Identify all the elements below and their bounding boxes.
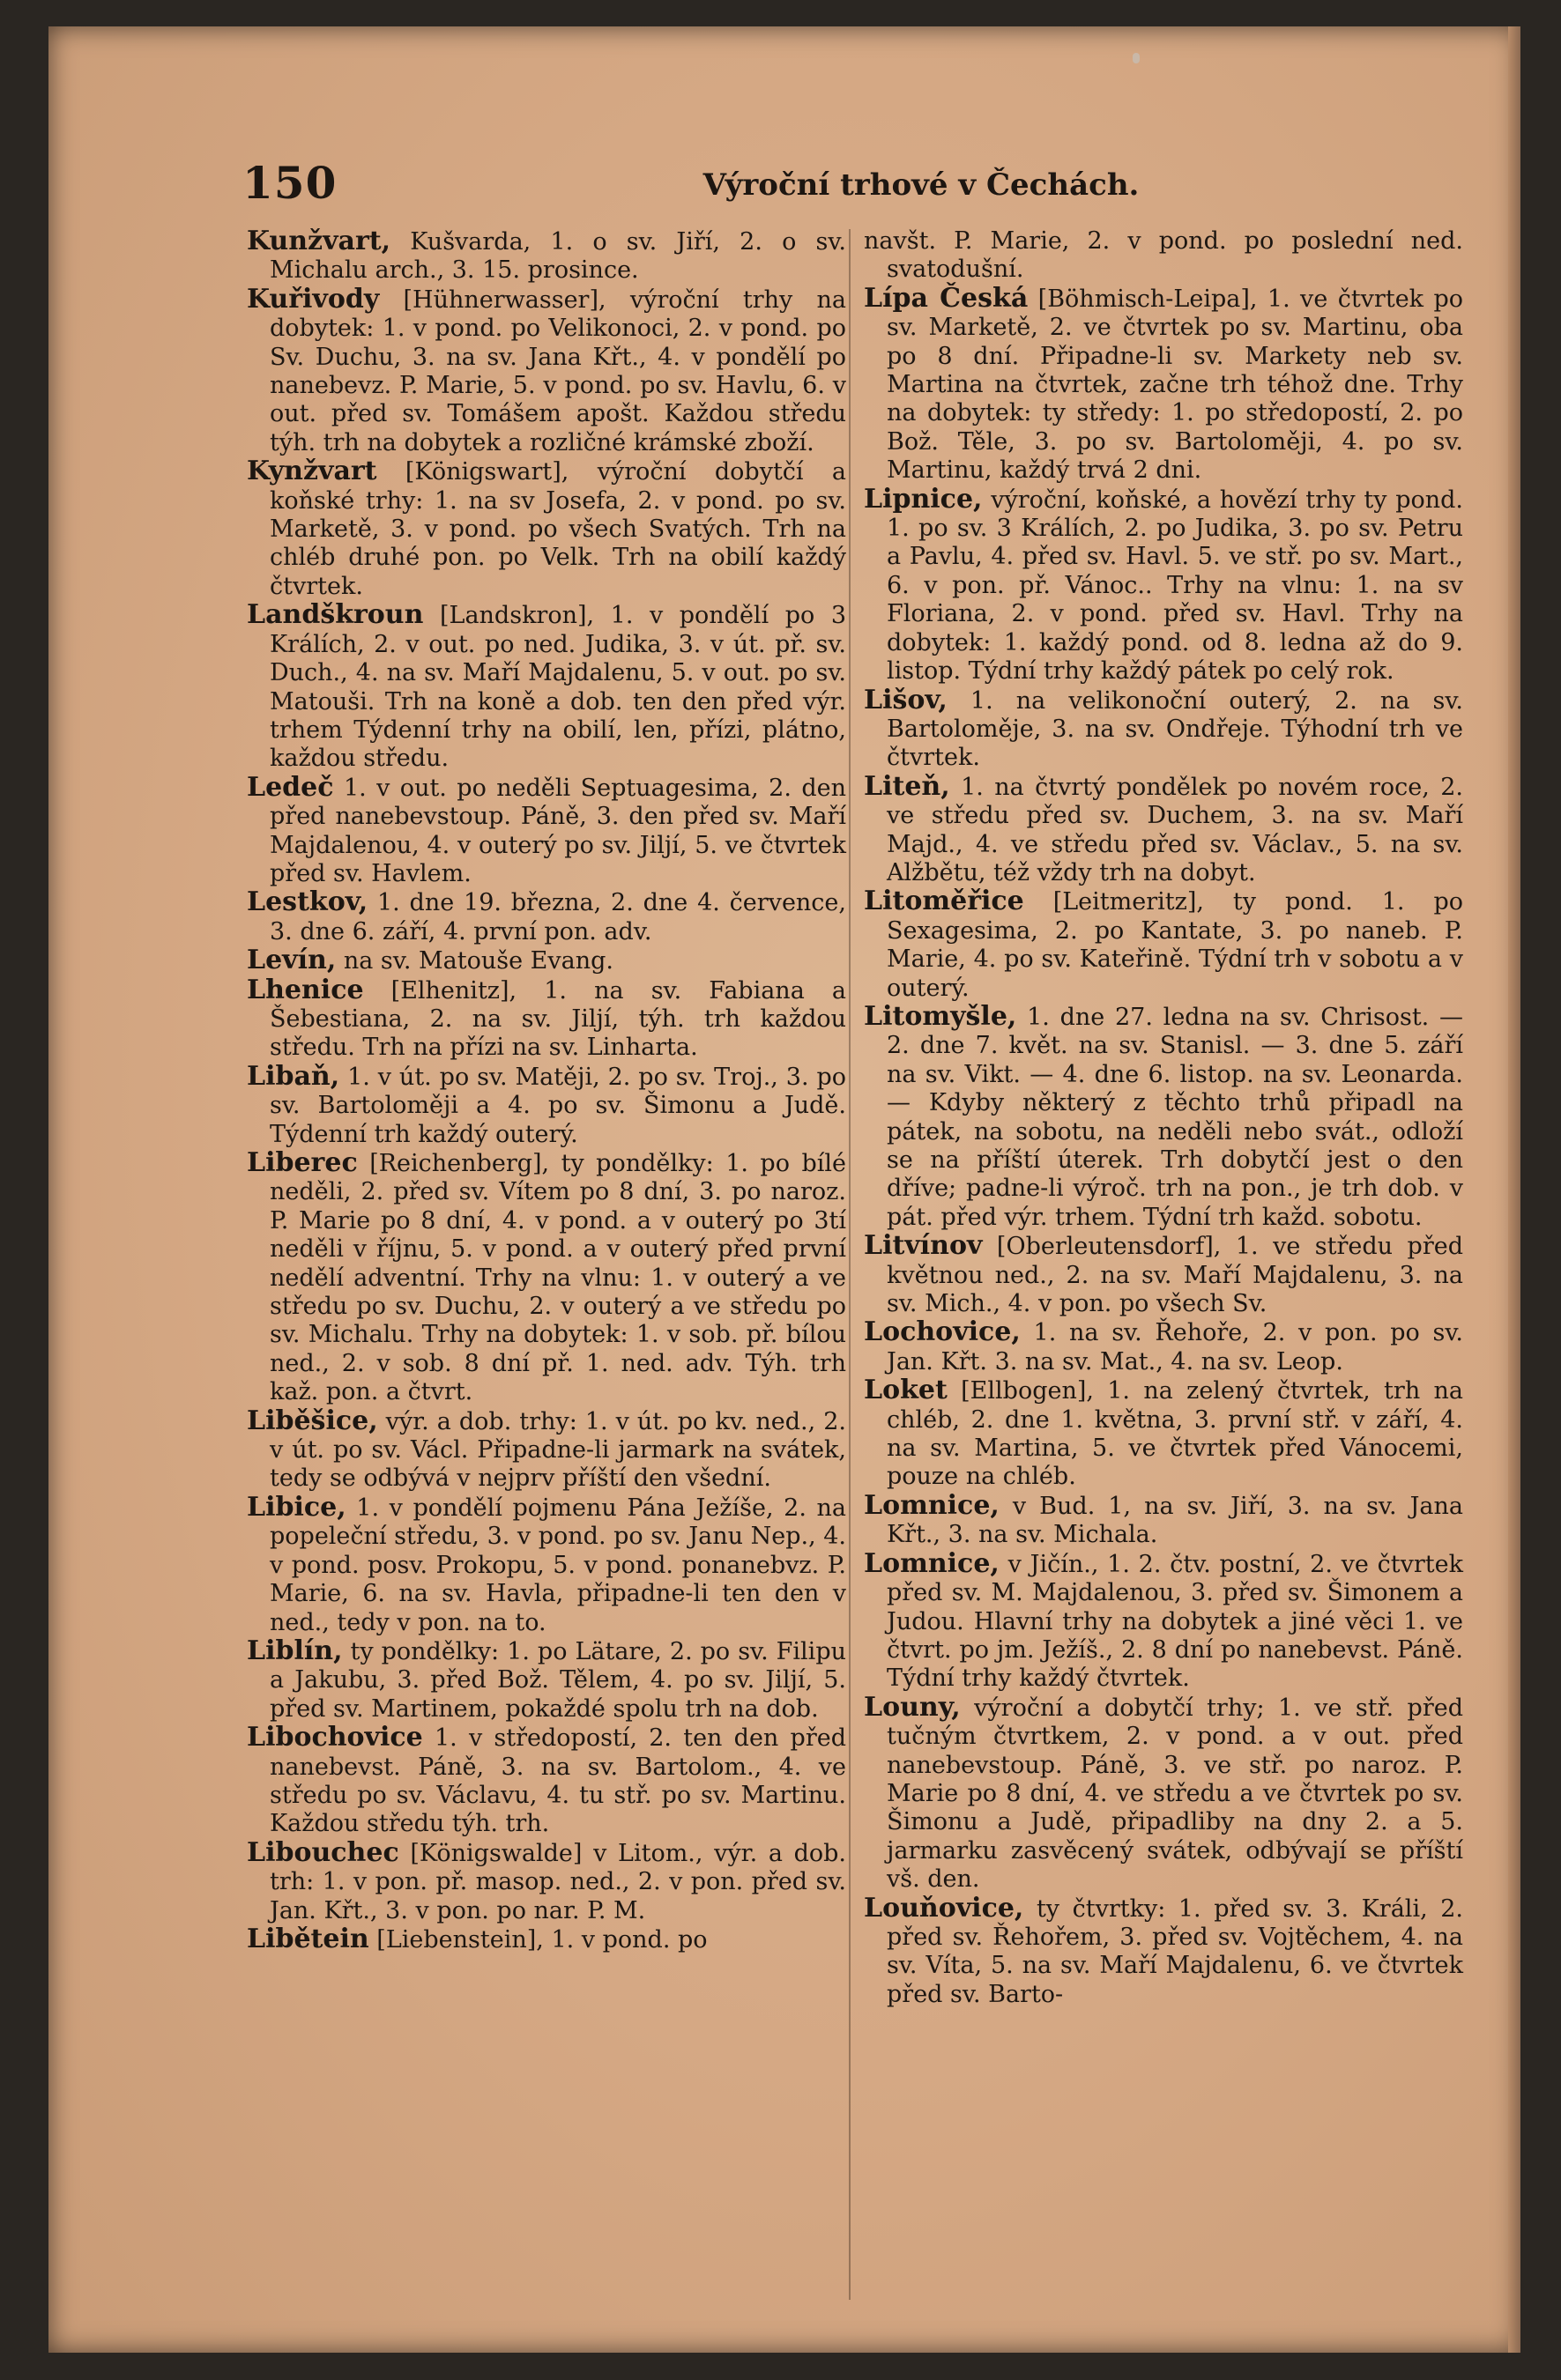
left-column xyxy=(247,227,846,1954)
entry-text: [Landskron], 1. v pondělí po 3 Králích, 2. v out. po ned. Judika, 3. v út. př. sv. Duch., 4. na sv. Maří Majdalenu, 5. v out. po sv. Matouši. Trh na koně a dob. ten den před výr. trhem Týdenní trhy na obilí, len, přízi, plátno, každou středu. xyxy=(270,602,846,773)
entry-heading: Libochovice xyxy=(247,1722,423,1753)
entry xyxy=(864,1232,1463,1318)
entry-heading: Libice, xyxy=(247,1491,346,1523)
entry xyxy=(247,1637,846,1724)
entry-heading: Loket xyxy=(864,1375,948,1406)
entry-text: [Reichenberg], ty pondělky: 1. po bílé neděli, 2. před sv. Vítem po 8 dní, 3. po naroz. P. Marie po 8 dní, 4. v pond. a v outerý po 3tí neděli v říjnu, 5. v pond. a v outerý před první nedělí adventní. Trhy na vlnu: 1. v outerý a ve středu po sv. Duchu, 2. v outerý a ve středu po sv. Michalu. Trhy na dobytek: 1. v sob. př. bílou ned., 2. v sob. 8 dní př. 1. ned. adv. Týh. trh kaž. pon. a čtvrt. xyxy=(270,1150,846,1406)
entry xyxy=(864,483,1463,686)
entry-text: na sv. Matouše Evang. xyxy=(336,947,613,975)
entry xyxy=(247,1724,846,1839)
entry-heading: Litvínov xyxy=(864,1230,983,1262)
entry xyxy=(864,1547,1463,1694)
entry xyxy=(864,282,1463,486)
entry-text: 1. dne 19. března, 2. dne 4. července, 3. dne 6. září, 4. první pon. adv. xyxy=(270,889,846,945)
entry xyxy=(864,227,1463,285)
entry xyxy=(864,770,1463,888)
entry-text: 1. na velikonoční outerý, 2. na sv. Bartoloměje, 3. na sv. Ondřeje. Týhodní trh ve čtvrtek. xyxy=(887,686,1463,772)
entry-heading: Liberec xyxy=(247,1147,358,1178)
entry-text: [Königswart], výroční dobytčí a koňské trhy: 1. na sv Josefa, 2. v pond. po sv. Marketě, 3. v pond. po všech Svatých. Trh na chléb druhé pon. po Velk. Trh na obilí každý čtvrtek. xyxy=(270,458,846,600)
entry-heading: Lomnice, xyxy=(864,1489,1000,1521)
page-number: 150 xyxy=(242,157,338,209)
entry-heading: Libaň, xyxy=(247,1060,340,1092)
entry-text: 1. v pondělí pojmenu Pána Ježíše, 2. na popeleční středu, 3. v pond. po sv. Janu Nep., 4. v pond. posv. Prokopu, 5. v pond. ponanebvz. P. Marie, 6. na sv. Havla, připadne-li ten den v ned., tedy v pon. na to. xyxy=(270,1494,846,1636)
entry-heading: Kuřivody xyxy=(247,283,380,315)
entry-heading: Lestkov, xyxy=(247,886,368,918)
entry xyxy=(247,1407,846,1494)
entry-heading: Levín, xyxy=(247,945,337,976)
entry-text: výroční a dobytčí trhy; 1. ve stř. před tučným čtvrtkem, 2. v pond. a v out. před nanebevstoup. Páně, 3. ve stř. po naroz. P. Marie po 8 dní, 4. ve středu a ve čtvrtek po sv. Šimonu a Judě, připadliby na dny 2. a 5. jarmarku zasvěcený svátek, odbývají se příští vš. den. xyxy=(887,1694,1463,1894)
paper-spot xyxy=(1133,53,1140,63)
entry-heading: Kynžvart xyxy=(247,456,377,487)
entry-text: výr. a dob. trhy: 1. v út. po kv. ned., 2. v út. po sv. Václ. Připadne-li jarmark na svátek, tedy se odbývá v nejprv příští den všední. xyxy=(270,1407,846,1493)
entry-heading: Liblín, xyxy=(247,1635,343,1666)
entry xyxy=(247,976,846,1063)
entry-heading: Kunžvart, xyxy=(247,226,391,256)
entry-text: v Jičín., 1. 2. čtv. postní, 2. ve čtvrtek před sv. M. Majdalenou, 3. před sv. Šimonem a Judou. Hlavní trhy na dobytek a jiné věci 1. ve čtvrt. po jm. Ježíš., 2. 8 dní po nanebevst. Páně. Týdní trhy každý čtvrtek. xyxy=(887,1550,1463,1693)
entry-text: [Leitmeritz], ty pond. 1. po Sexagesima, 2. po Kantate, 3. po naneb. P. Marie, 4. po sv. Kateřině. Týdní trh v sobotu a v outerý. xyxy=(887,888,1463,1002)
entry-heading: Ledeč xyxy=(247,771,334,803)
entry-text: [Elhenitz], 1. na sv. Fabiana a Šebestiana, 2. na sv. Jiljí, týh. trh každou středu. Trh na přízi na sv. Linharta. xyxy=(270,976,846,1062)
entry-text: 1. v středopostí, 2. ten den před nanebevst. Páně, 3. na sv. Bartolom., 4. ve středu po sv. Václavu, 4. tu stř. po sv. Martinu. Každou středu týh. trh. xyxy=(270,1724,846,1838)
entry-text: navšt. P. Marie, 2. v pond. po poslední ned. svatodušní. xyxy=(864,227,1463,284)
entry-text: ty pondělky: 1. po Lätare, 2. po sv. Filipu a Jakubu, 3. před Bož. Tělem, 4. po sv. Jiljí, 5. před sv. Martinem, pokaždé spolu trh na dob. xyxy=(270,1637,846,1723)
entry-heading: Liteň, xyxy=(864,770,950,802)
right-column xyxy=(864,227,1463,2009)
entry-text: [Oberleutensdorf], 1. ve středu před květnou ned., 2. na sv. Maří Majdalenu, 3. na sv. Mich., 4. v pon. po všech Sv. xyxy=(887,1233,1463,1318)
entry xyxy=(247,1491,846,1637)
entry xyxy=(864,686,1463,773)
entry-heading: Litomyšle, xyxy=(864,1000,1017,1032)
entry-text: [Böhmisch-Leipa], 1. ve čtvrtek po sv. Marketě, 2. ve čtvrtek po sv. Martinu, oba po 8 dní. Připadne-li sv. Markety neb sv. Martina na čtvrtek, začne trh téhož dne. Trhy na dobytek: ty středy: 1. po středopostí, 2. po Bož. Těle, 3. po sv. Bartoloměji, 4. po sv. Martinu, každý trvá 2 dni. xyxy=(887,285,1463,485)
entry xyxy=(247,457,846,601)
entry xyxy=(247,946,846,975)
entry-heading: Lochovice, xyxy=(864,1316,1021,1348)
entry xyxy=(247,1060,846,1149)
page-edge xyxy=(1508,26,1520,2353)
entry xyxy=(864,887,1463,1003)
entry xyxy=(864,1318,1463,1376)
entry-text: 1. v út. po sv. Matěji, 2. po sv. Troj., 3. po sv. Bartoloměji a 4. po sv. Šimonu a Judě. Týdenní trh každý outerý. xyxy=(270,1063,846,1148)
entry-text: 1. na čtvrtý pondělek po novém roce, 2. ve středu před sv. Duchem, 3. na sv. Maří Majd., 4. ve středu před sv. Václav., 5. na sv. Alžbětu, též vždy trh na dobyt. xyxy=(887,773,1463,886)
entry xyxy=(864,1489,1463,1550)
entry xyxy=(247,1836,846,1925)
entry xyxy=(247,1925,846,1954)
entry-heading: Landškroun xyxy=(247,599,424,631)
entry-text: 1. na sv. Řehoře, 2. v pon. po sv. Jan. Křt. 3. na sv. Mat., 4. na sv. Leop. xyxy=(887,1319,1463,1375)
entry-text: [Ellbogen], 1. na zelený čtvrtek, trh na chléb, 2. dne 1. května, 3. první stř. v září, 4. na sv. Martina, 5. ve čtvrtek před Vánocemi, pouze na chléb. xyxy=(887,1377,1463,1491)
entry-heading: Libětein xyxy=(247,1923,369,1954)
entry xyxy=(247,888,846,946)
entry-heading: Lišov, xyxy=(864,684,948,715)
entry xyxy=(864,1376,1463,1492)
entry-text: [Liebenstein], 1. v pond. po xyxy=(368,1925,708,1954)
entry xyxy=(864,1000,1463,1232)
entry-text: [Königswalde] v Litom., výr. a dob. trh: 1. v pon. př. masop. ned., 2. v pon. před sv. Jan. Křt., 3. v pon. po nar. P. M. xyxy=(270,1839,846,1924)
entry xyxy=(864,1894,1463,2010)
entry-text: Kušvarda, 1. o sv. Jiří, 2. o sv. Michalu arch., 3. 15. prosince. xyxy=(270,228,846,285)
entry-heading: Lhenice xyxy=(247,974,364,1005)
entry-heading: Louňovice, xyxy=(864,1892,1024,1924)
entry-text: v Bud. 1, na sv. Jiří, 3. na sv. Jana Křt., 3. na sv. Michala. xyxy=(887,1492,1463,1549)
entry-heading: Lipnice, xyxy=(864,483,983,515)
entry-heading: Lomnice, xyxy=(864,1547,1000,1579)
running-title: Výroční trhové v Čechách. xyxy=(702,167,1140,203)
entry-text: 1. dne 27. ledna na sv. Chrisost. — 2. dne 7. květ. na sv. Stanisl. — 3. dne 5. září na sv. Vikt. — 4. dne 6. listop. na sv. Leonarda. — Kdyby některý z těchto trhů připadl na pátek, na sobotu, na neděli nebo svát., odloží se na příští úterek. Trh dobytčí jest o den dříve; padne-li výroč. trh na pon., je trh dob. v pát. před výr. trhem. Týdní trh každ. sobotu. xyxy=(887,1003,1463,1231)
book-page xyxy=(48,26,1520,2353)
entry-text: [Hühnerwasser], výroční trhy na dobytek: 1. v pond. po Velikonoci, 2. v pond. po Sv. Duchu, 3. na sv. Jana Křt., 4. v pondělí po nanebevz. P. Marie, 5. v pond. po sv. Havlu, 6. v out. před sv. Tomášem apošt. Každou středu týh. trh na dobytek a rozličné krámské zboží. xyxy=(270,285,846,456)
entry-heading: Litoměřice xyxy=(864,886,1024,917)
entry-heading: Louny, xyxy=(864,1691,961,1723)
entry xyxy=(247,227,846,285)
entry-text: 1. v out. po neděli Septuagesima, 2. den před nanebevstoup. Páně, 3. den před sv. Maří Majdalenou, 4. v outerý po sv. Jiljí, 5. ve čtvrtek před sv. Havlem. xyxy=(270,774,846,887)
column-divider xyxy=(849,229,851,2300)
entry-heading: Libouchec xyxy=(247,1836,399,1868)
entry-text: výroční, koňské, a hovězí trhy ty pond. 1. po sv. 3 Králích, 2. po Judika, 3. po sv. Petru a Pavlu, 4. před sv. Havl. 5. ve stř. po sv. Mart., 6. v pon. př. Vánoc.. Trhy na vlnu: 1. na sv Floriana, 2. v pond. před sv. Havl. Trhy na dobytek: 1. každý pond. od 8. ledna až do 9. listop. Týdní trhy každý pátek po celý rok. xyxy=(887,486,1463,686)
entry xyxy=(247,601,846,773)
entry xyxy=(247,285,846,457)
entry xyxy=(864,1691,1463,1894)
entry xyxy=(247,771,846,889)
entry-heading: Liběšice, xyxy=(247,1405,378,1436)
page-header xyxy=(198,157,1459,210)
entry-text: ty čtvrtky: 1. před sv. 3. Králi, 2. před sv. Řehořem, 3. před sv. Vojtěchem, 4. na sv. Víta, 5. na sv. Maří Majdalenu, 6. ve čtvrtek před sv. Barto- xyxy=(887,1894,1463,2008)
entry xyxy=(247,1149,846,1407)
entry-heading: Lípa Česká xyxy=(864,282,1029,314)
